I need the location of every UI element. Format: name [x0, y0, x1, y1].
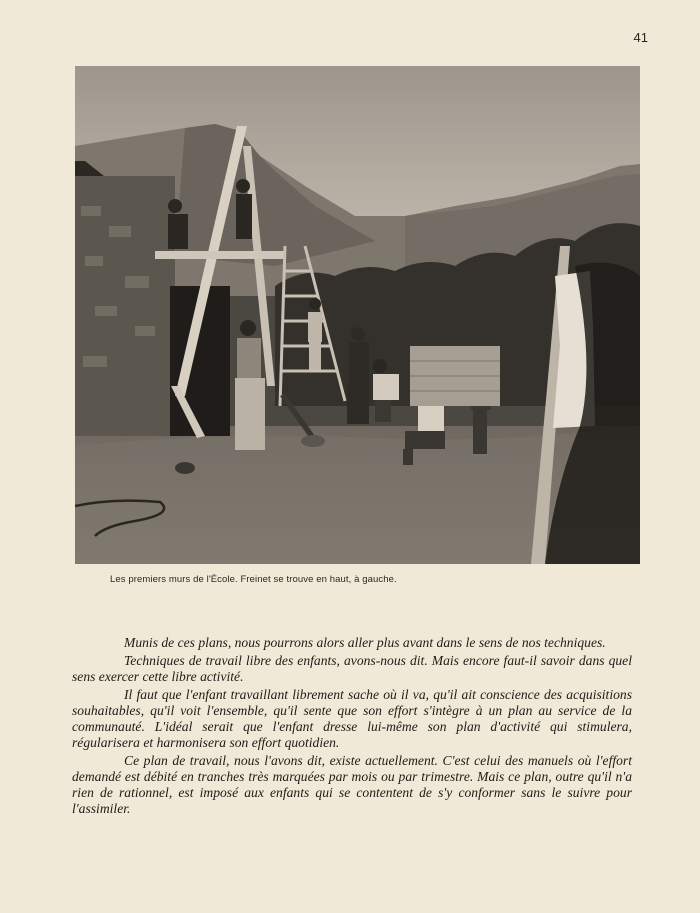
paragraph: Munis de ces plans, nous pourrons alors aller plus avant dans le sens de nos techniques.	[124, 635, 606, 650]
photo-caption: Les premiers murs de l'École. Freinet se trouve en haut, à gauche.	[110, 574, 397, 585]
paragraph: Il faut que l'enfant travaillant librement sache où il va, qu'il ait conscience des acquisitions souhaitables, qu'il voit l'ensemble, qu'il sente que son effort s'intègre à un plan au service de la communauté. L'idéal serait que l'enfant dresse lui-même son plan d'activité qui stimulera, régularisera et harmonisera son effort quotidien.	[72, 687, 632, 750]
person-on-roof-head	[168, 199, 182, 213]
photograph	[75, 66, 640, 564]
paragraph: Techniques de travail libre des enfants, avons-nous dit. Mais encore faut-il savoir dans quel sens exercer cette libre activité.	[72, 653, 632, 684]
page-number: 41	[633, 30, 648, 45]
body-text	[72, 635, 632, 819]
person-on-roof-body	[168, 214, 188, 249]
worker-striped-shirt	[235, 320, 265, 450]
scaffold-beam	[155, 251, 285, 259]
paragraph: Ce plan de travail, nous l'avons dit, existe actuellement. C'est celui des manuels où l'effort demandé est débité en tranches très marquées par mois ou par trimestre. Mais ce plan, outre qu'il n'a rien de rationnel, est imposé aux enfants qui se contentent de s'y conformer sans le suivre pour l'assimiler.	[72, 753, 632, 816]
